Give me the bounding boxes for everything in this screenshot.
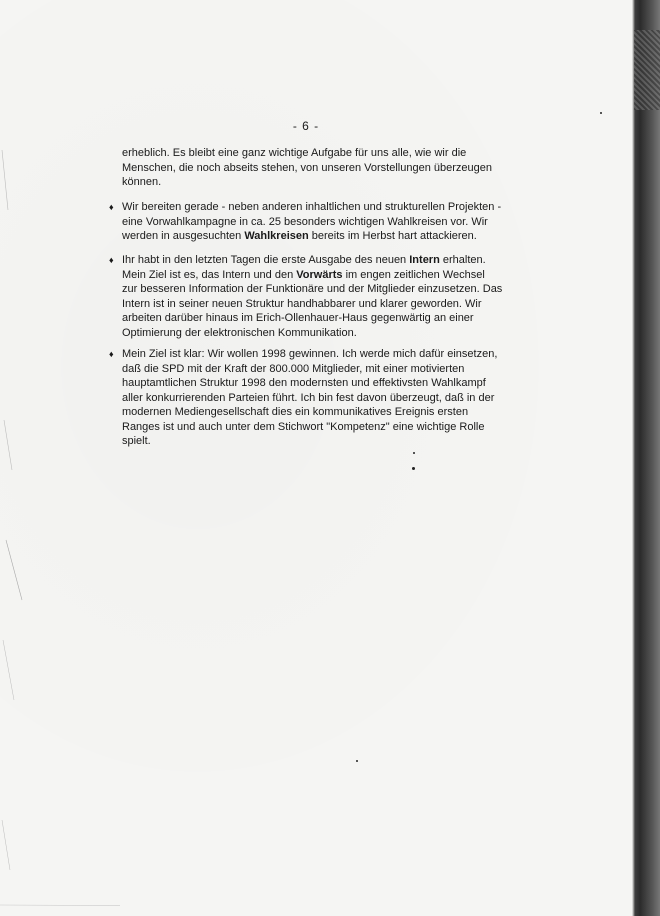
text-line: können.: [122, 176, 162, 188]
text-line: erheblich. Es bleibt eine ganz wichtige Aufgabe für uns alle, wie wir die: [122, 147, 467, 159]
text-line: hauptamtlichen Struktur 1998 den modernsten und effektivsten Wahlkampf: [122, 377, 486, 389]
text-line: daß die SPD mit der Kraft der 800.000 Mitglieder, mit einer motivierten: [122, 362, 465, 375]
text-line: modernen Mediengesellschaft dies ein kommunikatives Ereignis ersten: [122, 406, 469, 418]
page-number: - 6 -: [292, 119, 320, 133]
scan-speck: [356, 760, 358, 762]
text-line: Mein Ziel ist klar: Wir wollen 1998 gewinnen. Ich werde mich dafür einsetzen,: [122, 348, 498, 360]
scan-edge-notch: [634, 30, 660, 110]
bullet-marker: ♦: [109, 202, 114, 212]
scan-artifacts-left: [0, 0, 120, 916]
intro-paragraph: [122, 146, 512, 190]
emphasized-term: Vorwärts: [296, 268, 343, 281]
text-line: zur besseren Information der Funktionäre und der Mitglieder einzusetzen. Das: [122, 283, 503, 295]
bullet-paragraph-campaign: [122, 200, 512, 244]
bullet-paragraph-goal: [122, 347, 512, 449]
text-line: Wir bereiten gerade - neben anderen inhaltlichen und strukturellen Projekten -: [122, 201, 502, 213]
scan-speck: [412, 467, 415, 470]
emphasized-term: Intern: [409, 254, 440, 266]
text-line: arbeiten darüber hinaus im Erich-Ollenhauer-Haus gegenwärtig an einer: [122, 312, 474, 324]
bullet-marker: ♦: [109, 349, 114, 359]
text-line: Ranges ist und auch unter dem Stichwort "Kompetenz" eine wichtige Rolle: [122, 420, 485, 433]
text-line: werden in ausgesuchten Wahlkreisen bereits im Herbst hart attackieren.: [122, 230, 477, 242]
bullet-marker: ♦: [109, 255, 114, 265]
text-line: Optimierung der elektronischen Kommunikation.: [122, 326, 357, 339]
text-line: eine Vorwahlkampagne in ca. 25 besonders wichtigen Wahlkreisen vor. Wir: [122, 215, 488, 228]
text-line: Ihr habt in den letzten Tagen die erste Ausgabe des neuen Intern erhalten.: [122, 254, 486, 266]
scan-edge-shadow: [632, 0, 660, 916]
emphasized-term: Wahlkreisen: [244, 230, 309, 242]
scan-speck: [413, 452, 415, 454]
text-line: Menschen, die noch abseits stehen, von unseren Vorstellungen überzeugen: [122, 161, 492, 174]
text-line: Intern ist in seiner neuen Struktur handhabbarer und klarer geworden. Wir: [122, 297, 482, 310]
text-line: Mein Ziel ist es, das Intern und den Vorwärts im engen zeitlichen Wechsel: [122, 268, 485, 281]
text-line: aller konkurrierenden Parteien führt. Ich bin fest davon überzeugt, daß in der: [122, 391, 495, 404]
scan-speck: [600, 112, 602, 114]
bullet-paragraph-intern: [122, 253, 512, 340]
text-line: spielt.: [122, 435, 151, 447]
